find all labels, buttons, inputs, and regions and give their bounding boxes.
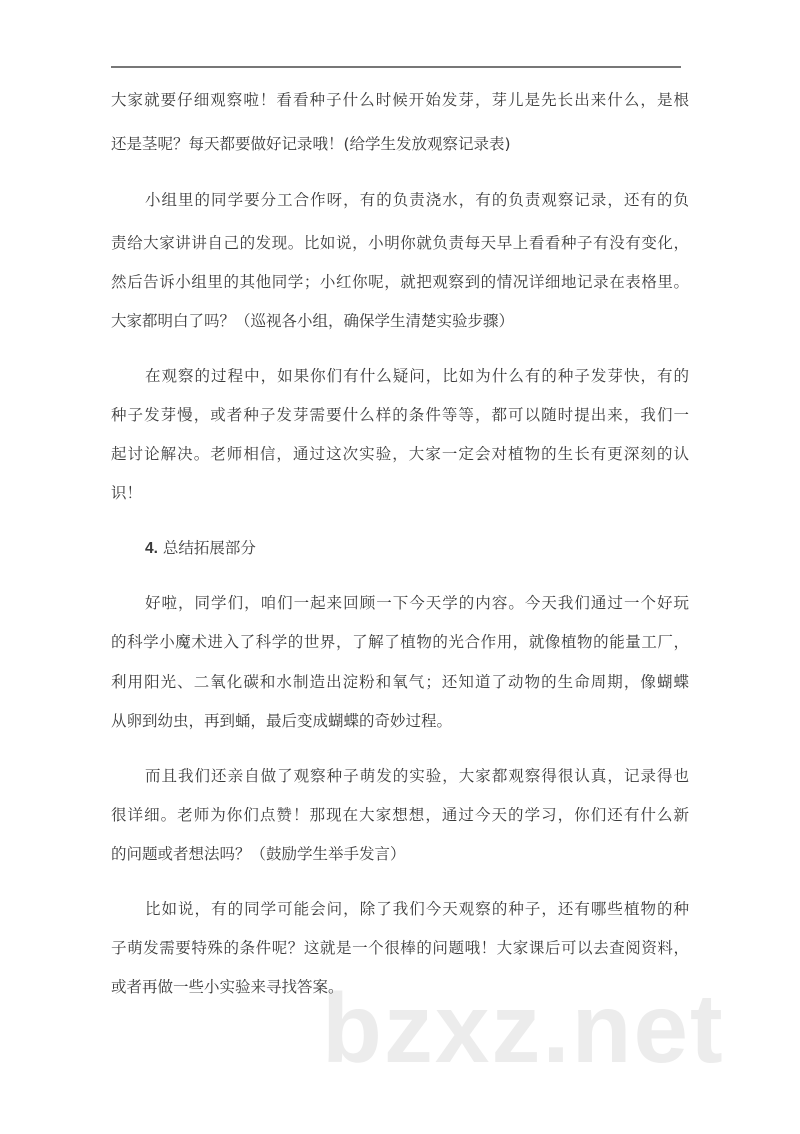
text-line: 种子发芽慢，或者种子发芽需要什么样的条件等等，都可以随时提出来，我们一	[111, 406, 689, 424]
text-line: 小组里的同学要分工合作呀，有的负责浇水，有的负责观察记录，还有的负	[145, 191, 689, 209]
text-line: 的科学小魔术进入了科学的世界，了解了植物的光合作用，就像植物的能量工厂，	[111, 633, 689, 651]
text-line: 从卵到幼虫，再到蛹，最后变成蝴蝶的奇妙过程。	[111, 712, 453, 730]
text-line: 好啦，同学们，咱们一起来回顾一下今天学的内容。今天我们通过一个好玩	[145, 594, 689, 612]
text-line: 的问题或者想法吗？（鼓励学生举手发言）	[111, 845, 406, 863]
text-line: 然后告诉小组里的其他同学；小红你呢，就把观察到的情况详细地记录在表格里。	[111, 273, 689, 291]
text-line: 比如说，有的同学可能会问，除了我们今天观察的种子，还有哪些植物的种	[145, 900, 689, 918]
watermark: bzxz.net	[322, 973, 725, 1083]
text-line: 在观察的过程中，如果你们有什么疑问，比如为什么有的种子发芽快，有的	[145, 367, 689, 385]
text-line: 很详细。老师为你们点赞！那现在大家想想，通过今天的学习，你们还有什么新	[111, 806, 689, 824]
section-heading	[145, 538, 256, 559]
text-line: 而且我们还亲自做了观察种子萌发的实验，大家都观察得很认真，记录得也	[145, 767, 689, 785]
text-line: 利用阳光、二氧化碳和水制造出淀粉和氧气；还知道了动物的生命周期，像蝴蝶	[111, 673, 689, 691]
section-title: 总结拓展部分	[162, 539, 256, 557]
text-line: 大家就要仔细观察啦！看看种子什么时候开始发芽，芽儿是先长出来什么，是根	[111, 91, 689, 109]
text-line: 子萌发需要特殊的条件呢？这就是一个很棒的问题哦！大家课后可以去查阅资料，	[111, 939, 689, 957]
text-line: 或者再做一些小实验来寻找答案。	[111, 978, 344, 996]
text-line: 识！	[111, 484, 143, 502]
text-line: 大家都明白了吗？（巡视各小组，确保学生清楚实验步骤）	[111, 312, 515, 330]
section-number: 4.	[145, 540, 158, 557]
text-line: 责给大家讲讲自己的发现。比如说，小明你就负责每天早上看看种子有没有变化，	[111, 234, 689, 252]
text-line: 还是茎呢？每天都要做好记录哦！(给学生发放观察记录表)	[111, 135, 511, 153]
text-line: 起讨论解决。老师相信，通过这次实验，大家一定会对植物的生长有更深刻的认	[111, 445, 689, 463]
header-rule	[111, 66, 681, 68]
